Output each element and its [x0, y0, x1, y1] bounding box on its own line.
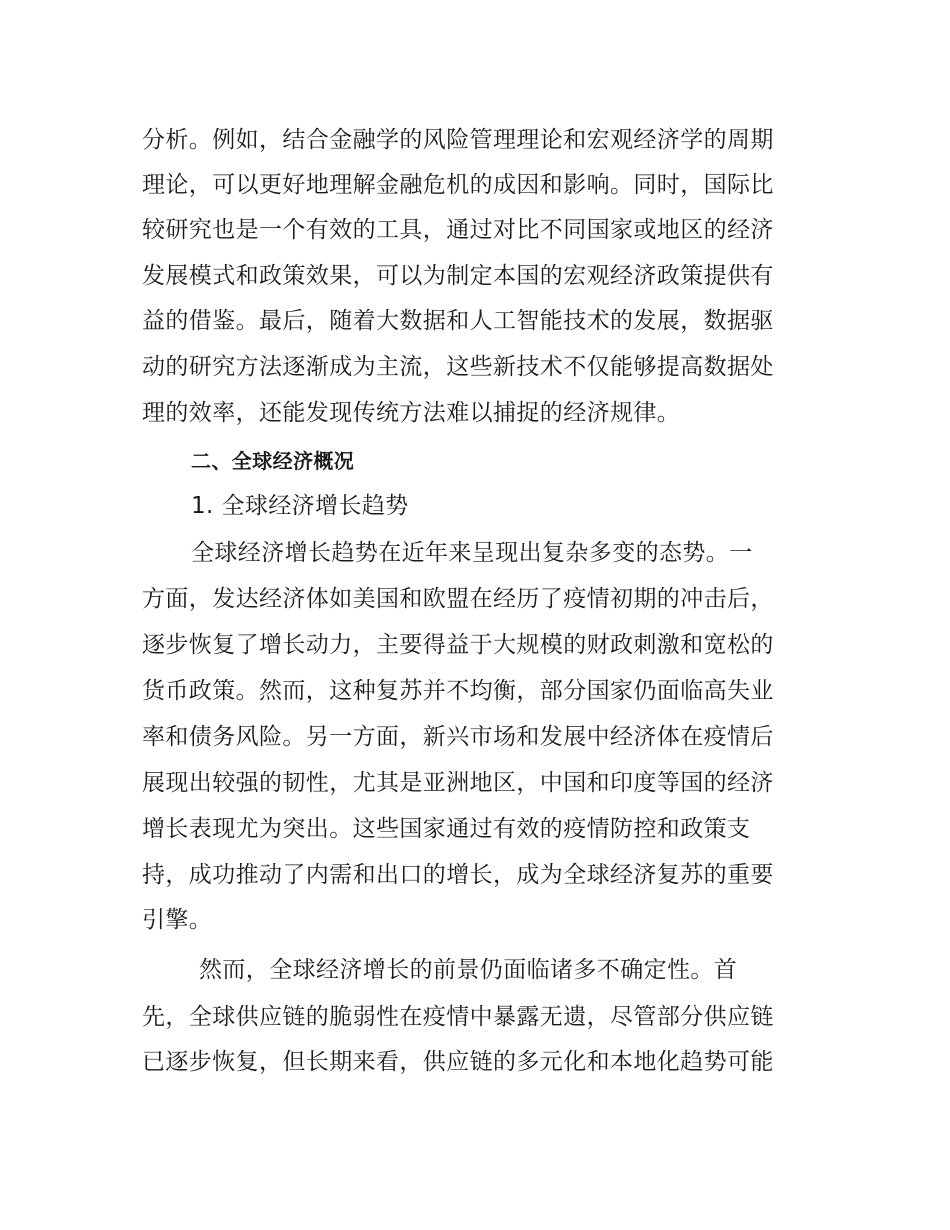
paragraph-line: 已逐步恢复，但长期来看，供应链的多元化和本地化趋势可能 — [142, 1049, 774, 1075]
intro-line: 益的借鉴。最后，随着大数据和人工智能技术的发展，数据驱 — [142, 308, 774, 334]
paragraph-line: 展现出较强的韧性，尤其是亚洲地区，中国和印度等国的经济 — [142, 770, 774, 796]
paragraph-line: 货币政策。然而，这种复苏并不均衡，部分国家仍面临高失业 — [142, 678, 774, 704]
paragraph-line: 率和债务风险。另一方面，新兴市场和发展中经济体在疫情后 — [142, 724, 774, 750]
paragraph-line: 然而，全球经济增长的前景仍面临诸多不确定性。首 — [199, 957, 738, 983]
subsection-heading: 1. 全球经济增长趋势 — [191, 493, 409, 519]
paragraph-line: 引擎。 — [142, 907, 213, 933]
intro-line: 较研究也是一个有效的工具，通过对比不同国家或地区的经济 — [142, 217, 774, 243]
intro-line: 分析。例如，结合金融学的风险管理理论和宏观经济学的周期 — [142, 127, 774, 153]
intro-line: 动的研究方法逐渐成为主流，这些新技术不仅能够提高数据处 — [142, 354, 774, 380]
intro-line: 发展模式和政策效果，可以为制定本国的宏观经济政策提供有 — [142, 263, 774, 289]
paragraph-line: 逐步恢复了增长动力，主要得益于大规模的财政刺激和宽松的 — [142, 632, 774, 658]
intro-line: 理论，可以更好地理解金融危机的成因和影响。同时，国际比 — [142, 172, 774, 198]
intro-line: 理的效率，还能发现传统方法难以捕捉的经济规律。 — [142, 400, 681, 426]
paragraph-line: 全球经济增长趋势在近年来呈现出复杂多变的态势。一 — [191, 540, 753, 566]
paragraph-line: 增长表现尤为突出。这些国家通过有效的疫情防控和政策支 — [142, 816, 751, 842]
paragraph-line: 持，成功推动了内需和出口的增长，成为全球经济复苏的重要 — [142, 862, 774, 888]
paragraph-line: 方面，发达经济体如美国和欧盟在经历了疫情初期的冲击后， — [142, 586, 774, 612]
paragraph-line: 先，全球供应链的脆弱性在疫情中暴露无遗，尽管部分供应链 — [142, 1004, 774, 1030]
section-heading: 二、全球经济概况 — [191, 449, 355, 473]
